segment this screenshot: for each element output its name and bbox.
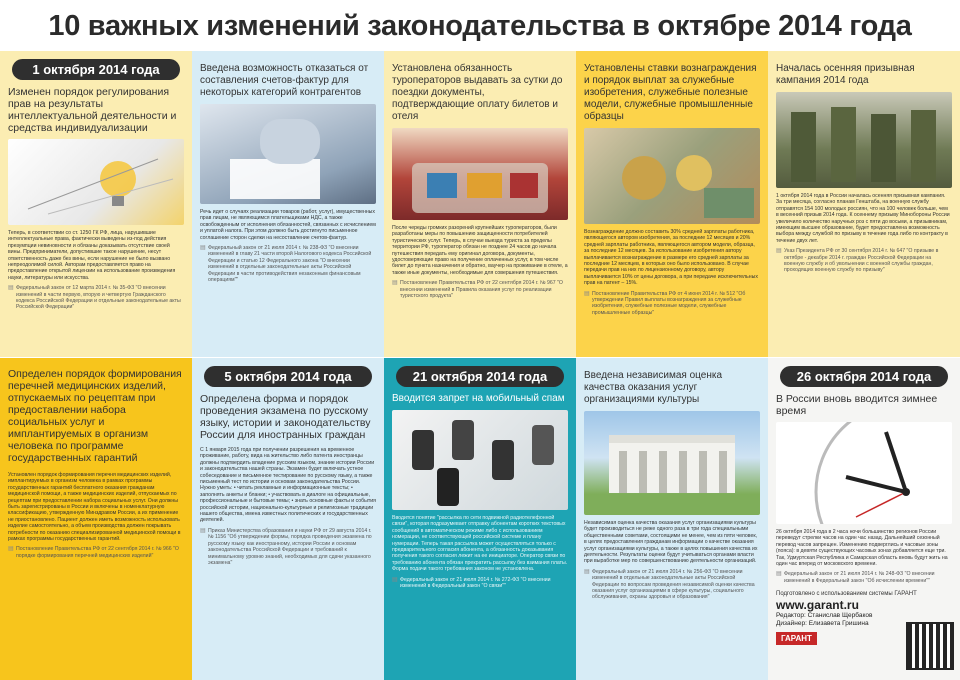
suitcase-image xyxy=(392,128,568,220)
card-body: Теперь, в соответствии со ст. 1250 ГК РФ, лица, нарушившие интеллектуальные права, фактически выведены из-под действия презумпции невиновности и обязаны доказывать отсутствие своей вины. Предприниматели, допустившие такое нарушение, несут ответственность даже без вины, если нарушение не было вызвано непреодолимой силой. Авторам предоставляется право на предоставление открытой лицензии на использование произведения науки, литературы или искусства. xyxy=(8,230,176,281)
row-top xyxy=(0,51,960,357)
card-medical-devices xyxy=(0,358,192,680)
page-title: 10 важных изменений законодательства в октябре 2014 года xyxy=(48,10,912,42)
card-mobile-spam xyxy=(384,358,576,680)
card-winter-time xyxy=(768,358,960,680)
date-badge: 1 октября 2014 года xyxy=(12,59,180,80)
medal-icon xyxy=(584,128,760,224)
card-heading: В России вновь вводится зимнее время xyxy=(776,393,938,417)
card-reference: ▤ Федеральный закон от 21 июля 2014 г. № 256-ФЗ "О внесении изменений в отдельные законодательные акты Российской Федерации по вопросам проведения независимой оценки качества оказания услуг организациями в сфере культуры, социального обслуживания, охраны здоровья и образования" xyxy=(584,569,760,601)
clock-icon xyxy=(776,422,952,524)
date-badge: 21 октября 2014 года xyxy=(396,366,564,387)
card-reference: ▤ Постановление Правительства РФ от 4 июня 2014 г. № 512 "Об утверждении Правил выплаты вознаграждения за служебные изобретения, служебные полезные модели, служебные промышленные образцы" xyxy=(584,291,760,317)
date-badge: 5 октября 2014 года xyxy=(204,366,372,387)
card-russian-exam xyxy=(192,358,384,680)
card-culture-evaluation xyxy=(576,358,768,680)
card-heading: Определен порядок формирования перечней медицинских изделий, отпускаемых по рецептам при предоставлении набора социальных услуг и имплантируемых в организм человека по программе государственных гарантий xyxy=(8,368,182,464)
card-body: С 1 января 2015 года при получении разрешения на временное проживание, работу, вида на жительство либо патента иностранцы должны подтвердить владение русским языком, знание истории России и законодательства нашей страны. Экзамен будет включать устное собеседование и письменное тестирование по русскому языку, а также письменный тест по истории и основам законодательства России. Нужно уметь: • читать рекламные и информационные тексты; • заполнять анкеты и бланки; • участвовать в диалоге на официальные, профессиональные и бытовые темы; • знать основные факты и события российской истории, национально-культурные и религиозные традиции нашего общества, имена известных политических и государственных деятелей. xyxy=(200,447,376,524)
building-icon xyxy=(584,411,760,515)
money-medals-image xyxy=(584,128,760,224)
site-link[interactable]: www.garant.ru xyxy=(776,598,859,613)
clock-image xyxy=(776,422,952,524)
documents-icon xyxy=(200,104,376,204)
card-reference: ▤ Федеральный закон от 12 марта 2014 г. № 35-ФЗ "О внесении изменений в части первую, вторую и четвертую Гражданского кодекса Российской Федерации и отдельные законодательные акты Российской Федерации" xyxy=(8,285,184,311)
card-inventions xyxy=(576,51,768,357)
card-tour-operators xyxy=(384,51,576,357)
date-badge: 26 октября 2014 года xyxy=(780,366,948,387)
phones-image xyxy=(392,410,568,510)
suitcase-icon xyxy=(392,128,568,220)
card-body: Речь идет о случаях реализации товаров (работ, услуг), имущественных прав лицам, не являющимся плательщиками НДС, а также освобожденным от исполнения обязанностей, связанных с исчислением и уплатой налога. При этом должно быть достигнуто письменное соглашение сторон сделки на несоставление счетов-фактур. xyxy=(200,209,376,241)
card-body: 26 октября 2014 года в 2 часа ночи большинство регионов России переведут стрелки часов на один час назад. Дальнейший сезонный перевод часов запрещен. Изменению подверглись и часовые зоны (пояса): в девяти существующих часовых зонах добавляется еще три. Так, Удмуртская Республика и Самарская область вновь будут жить на один час вперед от московского времени. xyxy=(776,529,948,568)
mobile-phone-icon xyxy=(392,410,568,510)
card-invoices xyxy=(192,51,384,357)
card-heading: Изменен порядок регулирования прав на результаты интеллектуальной деятельности и средства индивидуализации xyxy=(8,86,177,134)
card-reference: ▤ Указ Президента РФ от 30 сентября 2014 г. № 647 "О призыве в октябре - декабре 2014 г. граждан Российской Федерации на военную службу и об увольнении с военной службы граждан, проходящих военную службу по призыву" xyxy=(776,248,952,274)
card-reference: ▤ Федеральный закон от 21 июля 2014 г. № 248-ФЗ "О внесении изменений в Федеральный закон "Об исчислении времени"" xyxy=(776,571,952,584)
card-body: Вознаграждение должно составить 30% средней зарплаты работника, являющегося автором изобретения, за последние 12 месяцев и 20% средней зарплаты работника, являющегося автором модели, образца, за последние 12 месяцев. За использование изобретения автору выплачивается вознаграждение в размере его средней зарплаты за последние 12 месяцев, в которых оно было использовано. В случае передачи прав на них по лицензионному договору, автору выплачивается 10% от цены договора, а при передаче исключительных прав на патент – 15%. xyxy=(584,229,758,287)
soldiers-image xyxy=(776,92,952,188)
designer-credit: Дизайнер: Елизавета Гришина xyxy=(776,620,869,628)
card-body: Независимая оценка качества оказания услуг организациями культуры будет производиться не реже одного раза в три года специальными общественными советами, состоящими не менее, чем из пяти человек, в целях предоставления гражданам информации о качестве оказания услуг организациями культуры, а также в целях повышения качества их деятельности. Результаты оценки будут учитываться органами власти при выработке мер по совершенствованию деятельности организаций. xyxy=(584,520,758,565)
card-conscription xyxy=(768,51,960,357)
card-reference: ▤ Приказ Министерства образования и науки РФ от 29 августа 2014 г. № 1156 "Об утверждении формы, порядка проведения экзамена по русскому языку как иностранному, истории России и основам законодательства Российской Федерации и требований к минимальному уровню знаний, необходимых для сдачи указанного экзамена" xyxy=(200,528,376,566)
lightbulb-drawing-image xyxy=(8,139,184,225)
card-reference: ▤ Постановление Правительства РФ от 22 сентября 2014 г. № 967 "О внесении изменений в Правила оказания услуг по реализации туристского продукта" xyxy=(392,280,568,299)
card-reference: ▤ Федеральный закон от 21 июля 2014 г. № 272-ФЗ "О внесении изменений в Федеральный закон "О связи"" xyxy=(392,577,568,590)
prepared-note: Подготовлено с использованием системы ГАРАНТ xyxy=(776,591,917,598)
card-body: Вводится понятие "рассылка по сети подвижной радиотелефонной связи", которая подразумевает отправку абонентам коротких текстовых сообщений в автоматическом режиме либо с использованием номерации, не соответствующей российской системе и плану нумерации. Теперь такая рассылка может осуществляться только с предварительного согласия абонента, а обязанность доказывания получения такого согласия лежит на ее инициаторе. Оператор связи по требованию абонента обязан прекратить рассылку без взимания платы. Форма подачи такого требования законом не установлена. xyxy=(392,515,568,573)
card-heading: Введена независимая оценка качества оказания услуг организациями культуры xyxy=(584,370,723,405)
row-bottom xyxy=(0,358,960,680)
lightbulb-icon xyxy=(8,139,184,225)
editor-credit: Редактор: Станислав Щербаков xyxy=(776,612,873,620)
park-gate-image xyxy=(584,411,760,515)
card-ip-rights xyxy=(0,51,192,357)
card-heading: Вводится запрет на мобильный спам xyxy=(392,393,565,404)
soldiers-icon xyxy=(776,92,952,188)
card-heading: Установлены ставки вознаграждения и порядок выплат за служебные изобретения, служебные полезные модели, служебные промышленные образцы xyxy=(584,63,757,122)
card-reference: ▤ Федеральный закон от 21 июля 2014 г. № 238-ФЗ "О внесении изменений в главу 21 части второй Налогового кодекса Российской Федерации и статью 12 Федерального закона "О внесении изменений в отдельные законодательные акты Российской Федерации в части противодействия незаконным финансовым операциям"" xyxy=(200,245,376,283)
card-body: Установлен порядок формирования перечня медицинских изделий, имплантируемых в организм человека в рамках программы государственных гарантий бесплатного оказания гражданам медицинской помощи, а также медицинских изделий, отпускаемых по рецептам при предоставлении набора социальных услуг. Они должны быть зарегистрированы в России и включены в номенклатурную классификацию, утвержденную Минздравом России, а их применение не приостановлено. Пациент должен иметь возможность использовать изделие самостоятельно, а объем производства должен покрывать потребности по оказанию специализированной медицинской помощи в рамках программы государственных гарантий. xyxy=(8,472,181,543)
card-heading: Установлена обязанность туроператоров выдавать за сутки до поездки документы, подтверждающие оплату билетов и отеля xyxy=(392,63,563,122)
qr-code-icon xyxy=(906,622,954,670)
card-heading: Началась осенняя призывная кампания 2014 года xyxy=(776,63,915,86)
garant-logo: ГАРАНТ xyxy=(776,632,817,645)
card-reference: ▤ Постановление Правительства РФ от 22 сентября 2014 г. № 966 "О порядке формирования перечней медицинских изделий" xyxy=(8,546,184,559)
card-heading: Определена форма и порядок проведения экзамена по русскому языку, истории и законодательству России для иностранных граждан xyxy=(200,393,371,441)
card-body: После череды громких разорений крупнейших туроператоров, были разработаны меры по повышению защищенности потребителей туристических услуг. Теперь, в случае выезда туриста за пределы территории РФ, туроператор обязан не позднее 24 часов до начала путешествия передать ему оригинал договора, документы, удостоверяющие право на получение оплаченных услуг, в том числе билет до пункта назначения и обратно, ваучер на проживание в отеле, а также иные документы, необходимые для совершения путешествия. xyxy=(392,225,568,276)
card-heading: Введена возможность отказаться от составления счетов-фактур для некоторых категорий контрагентов xyxy=(200,63,369,98)
paperwork-image xyxy=(200,104,376,204)
card-body: 1 октября 2014 года в России началась осенняя призывная кампания. За три месяца, согласно планам Генштаба, на военную службу отправятся 154 100 молодых россиян, что на 100 человек больше, чем в весенний призыв 2014 года. К осеннему призыву Минобороны России увеличило количество наручных роз с пяти до восьми, а призывникам, имеющим высшее образование, будет предоставлена возможность выбора между службой по призыву в течение года либо по контракту в течение двух лет. xyxy=(776,193,950,244)
